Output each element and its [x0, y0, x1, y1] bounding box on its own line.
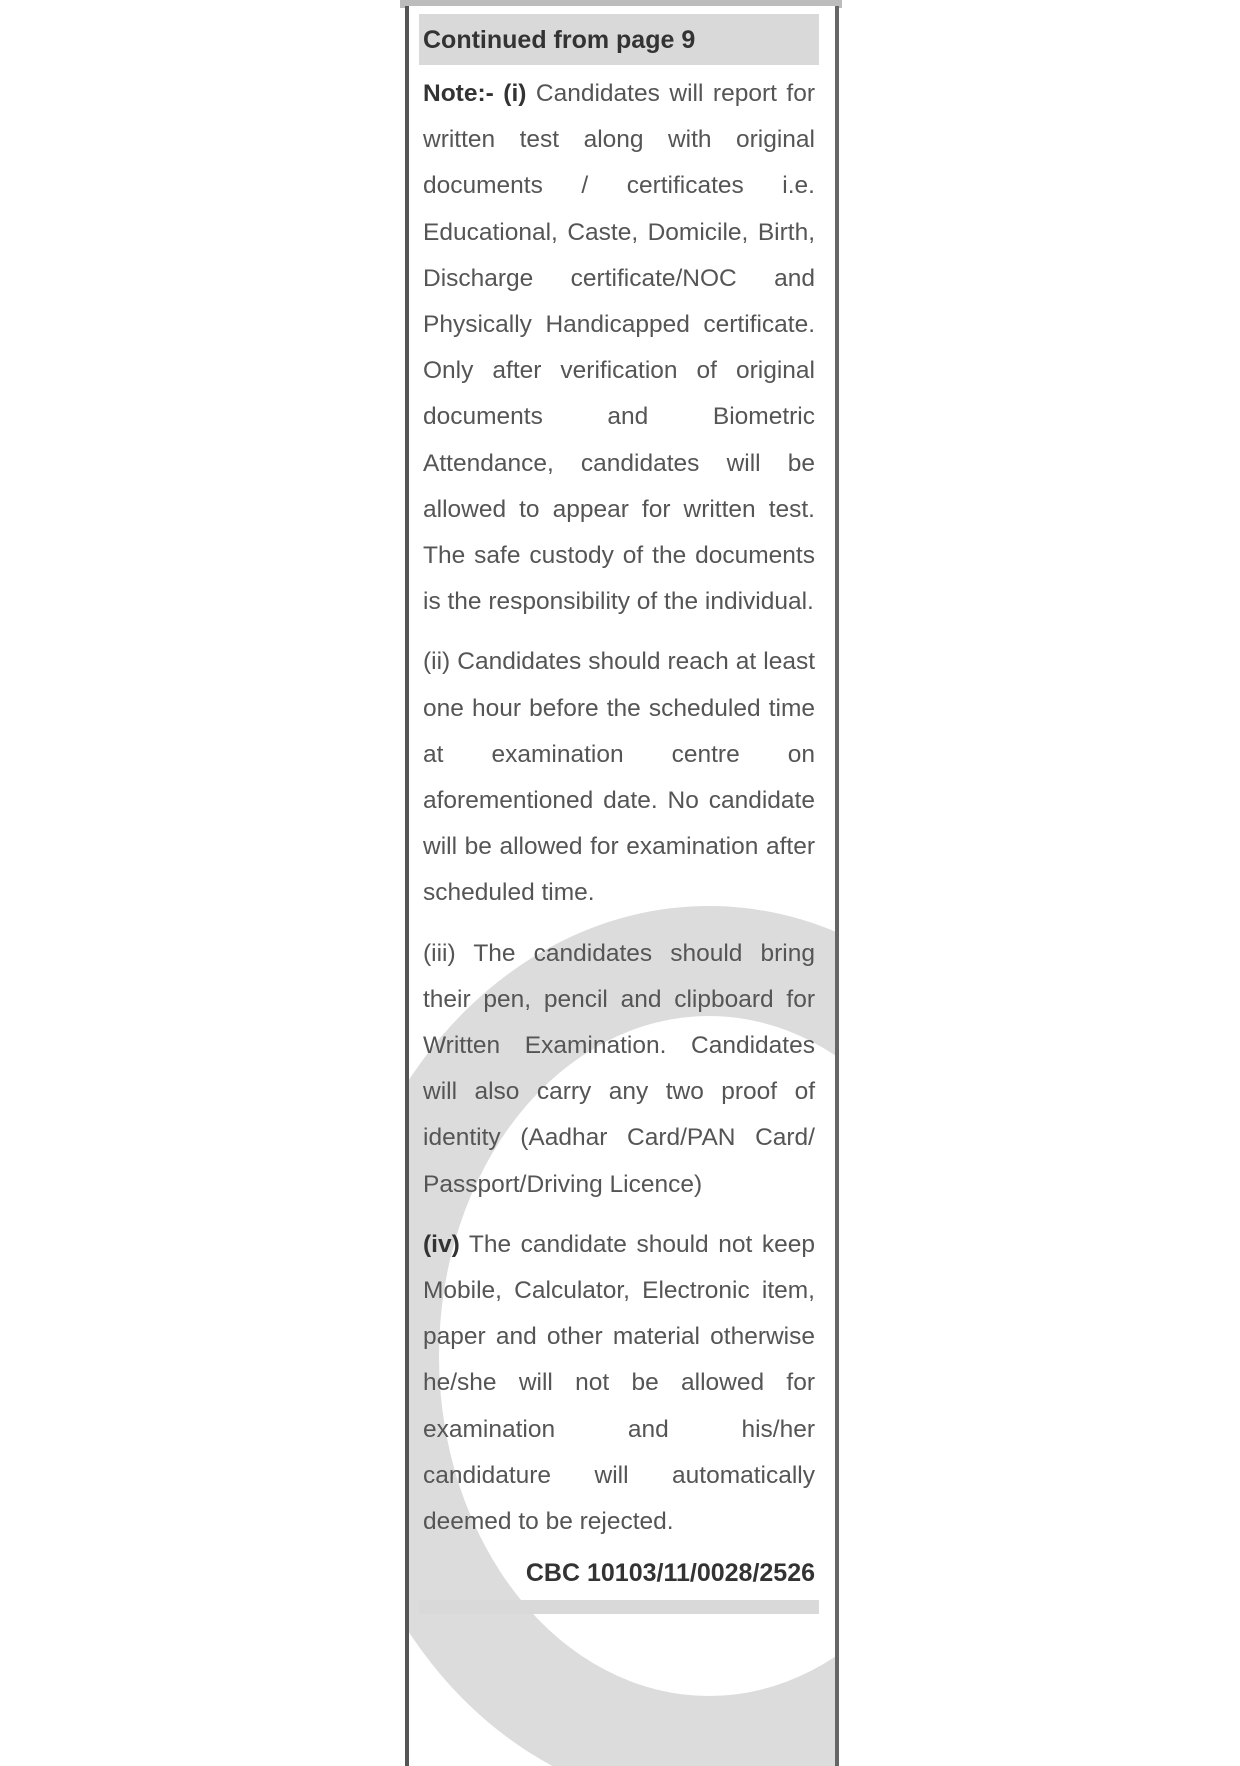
note-text: Candidates should reach at least one hour before the scheduled time at examination centre on aforementioned date. No candidate will be allowed for examination after scheduled time.	[423, 648, 816, 907]
note-text: The candidates should bring their pen, pencil and clipboard for Written Examination. Candidates will also carry any two proof of identity (Aadhar Card/PAN Card/ Passport/Driving Licence)	[423, 939, 815, 1198]
note-text: The candidate should not keep Mobile, Calculator, Electronic item, paper and other material otherwise he/she will not be allowed for examination and his/her candidature will automatically deemed to be rejected.	[423, 1230, 815, 1536]
note-label: Note:-	[423, 80, 494, 107]
note-ii	[419, 639, 819, 916]
reference-code: CBC 10103/11/0028/2526	[525, 1559, 815, 1588]
note-iv	[419, 1222, 819, 1545]
note-number: (iii)	[423, 939, 456, 967]
note-i	[419, 71, 819, 625]
note-number: (iv)	[423, 1230, 460, 1258]
note-number: (ii)	[423, 648, 451, 676]
note-number: (i)	[503, 80, 527, 107]
note-iii	[419, 931, 819, 1208]
note-text: Candidates will report for written test along with original documents / certificates i.e. Educational, Caste, Domicile, Birth, Discharge certificate/NOC and Physically Handicapped certificate. Only after verification of original documents and Biometric Attendance, candidates will be allowed to appear for written test. The safe custody of the documents is the responsibility of the individual.	[423, 80, 816, 616]
footer-bar	[419, 1600, 819, 1614]
notice-column	[405, 6, 839, 1766]
continued-header: Continued from page 9	[419, 14, 819, 65]
